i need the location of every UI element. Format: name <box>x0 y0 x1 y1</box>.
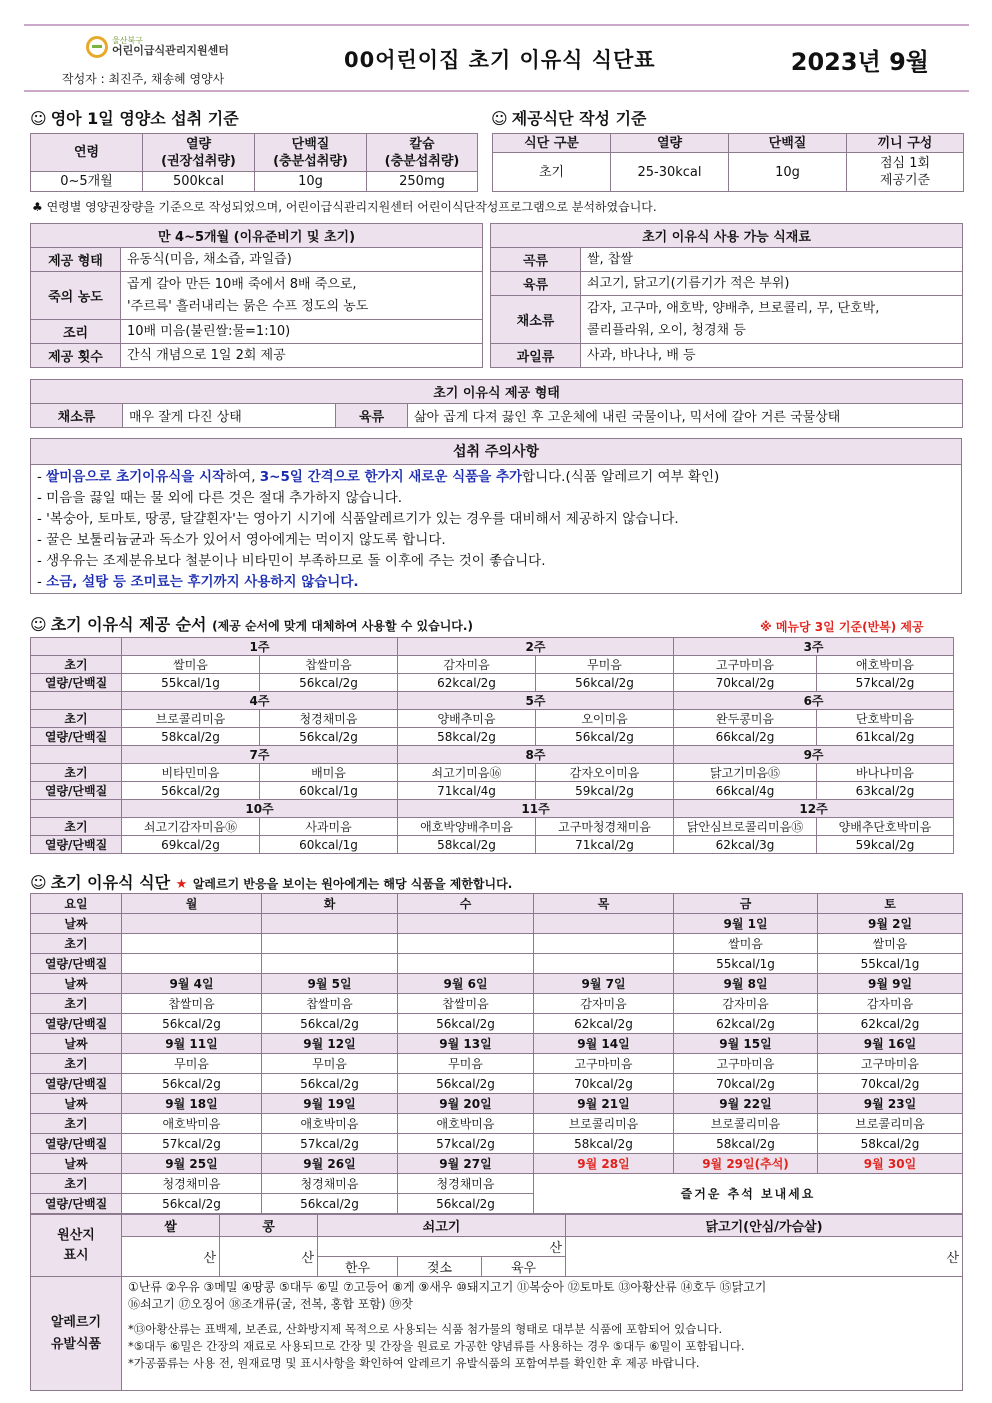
diet-kcal: 56kcal/2g <box>262 1194 398 1214</box>
diet-date: 9월 8일 <box>674 974 818 994</box>
diet-row-label: 날짜 <box>31 1094 122 1114</box>
document-date: 2023년 9월 <box>790 48 929 76</box>
diet-date: 9월 12일 <box>262 1034 398 1054</box>
allergy-label: 알레르기 유발식품 <box>31 1277 122 1391</box>
order-week: 6주 <box>674 692 954 710</box>
diet-kcal: 56kcal/2g <box>262 1014 398 1034</box>
nutrition-header: 연령 <box>31 134 143 172</box>
diet-date: 9월 15일 <box>674 1034 818 1054</box>
order-section-title: ☺ 초기 이유식 제공 순서 (제공 순서에 맞게 대체하여 사용할 수 있습니다.) <box>30 615 473 634</box>
diet-row-label: 열량/단백질 <box>31 1074 122 1094</box>
standard-value: 10g <box>729 153 847 192</box>
diet-kcal <box>398 954 534 974</box>
diet-date: 9월 21일 <box>534 1094 674 1114</box>
order-kcal: 62kcal/2g <box>398 674 536 692</box>
order-kcal: 56kcal/2g <box>536 728 674 746</box>
caution-text: - <box>37 574 47 590</box>
diet-date: 9월 6일 <box>398 974 534 994</box>
diet-menu: 무미음 <box>398 1054 534 1074</box>
diet-day: 목 <box>534 894 674 914</box>
diet-row-label: 초기 <box>31 1054 122 1074</box>
caution-text: 쌀미음으로 초기이유식을 시작 <box>46 469 226 485</box>
allergy-list: ⑯쇠고기 ⑰오징어 ⑱조개류(굴, 전복, 홍합 포함) ⑲잣 <box>128 1297 413 1311</box>
diet-kcal <box>122 954 262 974</box>
origin-beef-sub: 젖소 <box>398 1257 482 1277</box>
diet-row-label: 열량/단백질 <box>31 954 122 974</box>
order-week: 7주 <box>122 746 398 764</box>
diet-menu: 고구마미음 <box>818 1054 963 1074</box>
order-menu: 애호박양배추미음 <box>398 818 536 836</box>
caution-item <box>37 467 961 488</box>
diet-kcal: 58kcal/2g <box>674 1134 818 1154</box>
diet-date: 9월 29일(추석) <box>674 1154 818 1174</box>
document-title: 00어린이집 초기 이유식 식단표 <box>344 48 656 72</box>
diet-menu: 쌀미음 <box>674 934 818 954</box>
order-week: 11주 <box>398 800 674 818</box>
caution-text: - <box>37 553 47 569</box>
form-meat-label: 육류 <box>336 404 408 428</box>
order-row-label: 열량/단백질 <box>31 674 122 692</box>
order-menu: 양배추단호박미음 <box>817 818 954 836</box>
diet-menu: 무미음 <box>122 1054 262 1074</box>
ingredients-label: 육류 <box>491 272 581 296</box>
ingredients-title: 초기 이유식 사용 가능 식재료 <box>491 224 963 248</box>
diet-date: 9월 7일 <box>534 974 674 994</box>
diet-menu: 애호박미음 <box>122 1114 262 1134</box>
standard-section-title: ☺ 제공식단 작성 기준 <box>491 109 647 128</box>
holiday-message: 즐거운 추석 보내세요 <box>534 1174 963 1214</box>
diet-date <box>398 914 534 934</box>
diet-row-label: 열량/단백질 <box>31 1014 122 1034</box>
diet-kcal: 55kcal/1g <box>674 954 818 974</box>
ingredients-value: 쌀, 찹쌀 <box>581 248 963 272</box>
diet-menu: 청경채미음 <box>122 1174 262 1194</box>
order-kcal: 70kcal/2g <box>674 674 817 692</box>
smiley-icon: ☺ <box>30 615 47 634</box>
origin-beef-sub: 육우 <box>482 1257 566 1277</box>
diet-menu: 찹쌀미음 <box>122 994 262 1014</box>
order-menu: 단호박미음 <box>817 710 954 728</box>
order-menu: 감자오이미음 <box>536 764 674 782</box>
diet-menu: 감자미음 <box>818 994 963 1014</box>
diet-date: 9월 14일 <box>534 1034 674 1054</box>
form-title: 초기 이유식 제공 형태 <box>31 380 963 404</box>
logo-icon <box>86 36 108 58</box>
stage-value: 간식 개념으로 1일 2회 제공 <box>121 344 483 368</box>
smiley-icon: ☺ <box>491 109 508 128</box>
order-menu: 배미음 <box>260 764 398 782</box>
diet-menu: 감자미음 <box>674 994 818 1014</box>
order-kcal: 66kcal/2g <box>674 728 817 746</box>
origin-rice-value: 산 <box>122 1237 220 1277</box>
diet-date: 9월 20일 <box>398 1094 534 1114</box>
diet-date: 9월 1일 <box>674 914 818 934</box>
ingredients-label: 채소류 <box>491 296 581 344</box>
diet-row-label: 날짜 <box>31 1154 122 1174</box>
order-week: 10주 <box>122 800 398 818</box>
order-menu: 쇠고기감자미음⑯ <box>122 818 260 836</box>
diet-row-label: 열량/단백질 <box>31 1194 122 1214</box>
caution-text: - <box>37 469 47 485</box>
ingredients-table <box>490 223 963 368</box>
caution-text: - <box>37 532 47 548</box>
diet-date: 9월 5일 <box>262 974 398 994</box>
order-kcal: 63kcal/2g <box>817 782 954 800</box>
nutrition-header: 열량 (권장섭취량) <box>143 134 255 172</box>
order-week: 12주 <box>674 800 954 818</box>
diet-menu: 쌀미음 <box>818 934 963 954</box>
caution-text: - <box>37 490 47 506</box>
caution-item <box>37 572 961 593</box>
order-corner <box>31 746 122 764</box>
ingredients-value: 감자, 고구마, 애호박, 양배추, 브로콜리, 무, 단호박, 콜리플라워, 오이, 청경채 등 <box>581 296 963 344</box>
diet-date <box>122 914 262 934</box>
diet-date <box>534 914 674 934</box>
order-kcal: 56kcal/2g <box>260 728 398 746</box>
caution-list <box>37 467 961 593</box>
diet-menu <box>534 934 674 954</box>
diet-menu: 감자미음 <box>534 994 674 1014</box>
diet-day: 토 <box>818 894 963 914</box>
caution-box <box>30 438 962 594</box>
order-menu: 완두콩미음 <box>674 710 817 728</box>
stage-label: 제공 횟수 <box>31 344 121 368</box>
diet-row-label: 초기 <box>31 994 122 1014</box>
diet-kcal: 57kcal/2g <box>262 1134 398 1154</box>
allergy-content <box>122 1277 963 1391</box>
caution-text: 미음을 끓일 때는 물 외에 다른 것은 절대 추가하지 않습니다. <box>46 490 403 506</box>
smiley-icon: ☺ <box>30 873 47 892</box>
diet-section-title: ☺ 초기 이유식 식단 ★ 알레르기 반응을 보이는 원아에게는 해당 식품을 제한합니다. <box>30 873 513 892</box>
logo-sub: 울산북구 <box>112 35 143 45</box>
order-kcal: 69kcal/2g <box>122 836 260 854</box>
order-kcal: 55kcal/1g <box>122 674 260 692</box>
order-kcal: 71kcal/4g <box>398 782 536 800</box>
order-kcal: 59kcal/2g <box>536 782 674 800</box>
diet-menu: 청경채미음 <box>262 1174 398 1194</box>
allergy-note: *⑤대두 ⑥밀은 간장의 재료로 사용되므로 간장 및 간장을 원료로 가공한 양념류를 사용하는 경우 ⑤대두 ⑥밀이 포함됩니다. <box>128 1339 745 1353</box>
diet-kcal: 56kcal/2g <box>122 1194 262 1214</box>
diet-row-label: 초기 <box>31 934 122 954</box>
diet-kcal: 57kcal/2g <box>398 1134 534 1154</box>
diet-row-label: 날짜 <box>31 974 122 994</box>
standard-value: 25-30kcal <box>611 153 729 192</box>
diet-table <box>30 893 963 1214</box>
diet-row-label: 날짜 <box>31 914 122 934</box>
order-kcal: 62kcal/3g <box>674 836 817 854</box>
logo-main: 어린이급식관리지원센터 <box>112 44 229 58</box>
diet-menu <box>398 934 534 954</box>
top-rule <box>24 24 969 26</box>
caution-title: 섭취 주의사항 <box>31 439 961 465</box>
caution-item <box>37 488 961 509</box>
nutrition-value: 250mg <box>367 172 478 192</box>
order-row-label: 열량/단백질 <box>31 782 122 800</box>
order-week: 4주 <box>122 692 398 710</box>
order-week: 5주 <box>398 692 674 710</box>
stage-title: 만 4~5개월 (이유준비기 및 초기) <box>31 224 483 248</box>
order-kcal: 56kcal/2g <box>260 674 398 692</box>
diet-menu: 브로콜리미음 <box>674 1114 818 1134</box>
order-menu: 바나나미음 <box>817 764 954 782</box>
order-kcal: 56kcal/2g <box>122 782 260 800</box>
origin-rice-label: 쌀 <box>122 1215 220 1237</box>
order-kcal: 58kcal/2g <box>122 728 260 746</box>
order-corner <box>31 800 122 818</box>
diet-kcal: 56kcal/2g <box>122 1074 262 1094</box>
diet-menu <box>262 934 398 954</box>
diet-kcal: 57kcal/2g <box>122 1134 262 1154</box>
order-kcal: 66kcal/4g <box>674 782 817 800</box>
stage-value: 곱게 갈아 만든 10배 죽에서 8배 죽으로, '주르륵' 흘러내리는 묽은 수프 정도의 농도 <box>121 272 483 320</box>
smiley-icon: ☺ <box>30 109 47 128</box>
diet-date: 9월 19일 <box>262 1094 398 1114</box>
ingredients-value: 쇠고기, 닭고기(기름기가 적은 부위) <box>581 272 963 296</box>
center-logo <box>86 36 229 58</box>
caution-text: 소금, 설탕 등 조미료는 후기까지 사용하지 않습니다. <box>46 574 359 590</box>
order-menu: 쌀미음 <box>122 656 260 674</box>
diet-menu: 청경채미음 <box>398 1174 534 1194</box>
order-corner <box>31 638 122 656</box>
stage-table <box>30 223 483 368</box>
order-kcal: 57kcal/2g <box>817 674 954 692</box>
origin-table <box>30 1214 963 1391</box>
origin-bean-label: 콩 <box>220 1215 318 1237</box>
ingredients-label: 과일류 <box>491 344 581 368</box>
diet-date: 9월 22일 <box>674 1094 818 1114</box>
standard-header: 열량 <box>611 134 729 153</box>
order-menu: 사과미음 <box>260 818 398 836</box>
diet-kcal <box>534 954 674 974</box>
caution-text: 합니다.(식품 알레르기 여부 확인) <box>522 469 720 485</box>
caution-text: 하여, <box>225 469 260 485</box>
diet-row-label: 요일 <box>31 894 122 914</box>
order-menu: 감자미음 <box>398 656 536 674</box>
nutrition-value: 500kcal <box>143 172 255 192</box>
nutrition-section-title: ☺ 영아 1일 영양소 섭취 기준 <box>30 109 239 128</box>
diet-kcal: 70kcal/2g <box>818 1074 963 1094</box>
diet-menu <box>122 934 262 954</box>
caution-text: 생우유는 조제분유보다 철분이나 비타민이 부족하므로 돌 이후에 주는 것이 좋습니다. <box>46 553 546 569</box>
diet-kcal: 70kcal/2g <box>534 1074 674 1094</box>
origin-beef-label: 쇠고기 <box>318 1215 566 1237</box>
order-menu: 애호박미음 <box>817 656 954 674</box>
order-note: ※ 메뉴당 3일 기준(반복) 제공 <box>760 620 924 634</box>
diet-date: 9월 9일 <box>818 974 963 994</box>
diet-date: 9월 27일 <box>398 1154 534 1174</box>
origin-bean-value: 산 <box>220 1237 318 1277</box>
ingredients-value: 사과, 바나나, 배 등 <box>581 344 963 368</box>
caution-item <box>37 530 961 551</box>
allergy-note: *⑬아황산류는 표백제, 보존료, 산화방지제 목적으로 사용되는 식품 첨가물의 형태로 대부분 식품에 포함되어 있습니다. <box>128 1322 723 1336</box>
diet-day: 수 <box>398 894 534 914</box>
diet-date: 9월 2일 <box>818 914 963 934</box>
diet-menu: 고구마미음 <box>534 1054 674 1074</box>
diet-menu: 무미음 <box>262 1054 398 1074</box>
caution-item <box>37 551 961 572</box>
diet-row-label: 초기 <box>31 1114 122 1134</box>
diet-date: 9월 28일 <box>534 1154 674 1174</box>
diet-date: 9월 4일 <box>122 974 262 994</box>
diet-day: 월 <box>122 894 262 914</box>
diet-date: 9월 25일 <box>122 1154 262 1174</box>
order-row-label: 초기 <box>31 764 122 782</box>
diet-date: 9월 11일 <box>122 1034 262 1054</box>
order-corner <box>31 692 122 710</box>
order-kcal: 58kcal/2g <box>398 836 536 854</box>
origin-beef-sub: 한우 <box>318 1257 398 1277</box>
diet-date: 9월 18일 <box>122 1094 262 1114</box>
stage-value: 유동식(미음, 채소즙, 과일즙) <box>121 248 483 272</box>
order-kcal: 60kcal/1g <box>260 836 398 854</box>
order-menu: 닭고기미음⑮ <box>674 764 817 782</box>
diet-menu: 찹쌀미음 <box>262 994 398 1014</box>
diet-date: 9월 26일 <box>262 1154 398 1174</box>
order-row-label: 열량/단백질 <box>31 836 122 854</box>
diet-menu: 브로콜리미음 <box>818 1114 963 1134</box>
diet-date: 9월 13일 <box>398 1034 534 1054</box>
nutrition-table <box>30 133 478 192</box>
nutrition-value: 10g <box>255 172 367 192</box>
order-menu: 브로콜리미음 <box>122 710 260 728</box>
allergy-list: ①난류 ②우유 ③메밀 ④땅콩 ⑤대두 ⑥밀 ⑦고등어 ⑧게 ⑨새우 ⑩돼지고기 ⑪복숭아 ⑫토마토 ⑬아황산류 ⑭호두 ⑮닭고기 <box>128 1280 767 1294</box>
diet-kcal: 62kcal/2g <box>674 1014 818 1034</box>
allergy-note: *가공품류는 사용 전, 원재료명 및 표시사항을 확인하여 알레르기 유발식품의 포함여부를 확인한 후 제공 바랍니다. <box>128 1356 700 1370</box>
order-menu: 무미음 <box>536 656 674 674</box>
order-week: 2주 <box>398 638 674 656</box>
stage-value: 10배 미음(불린쌀:물=1:10) <box>121 320 483 344</box>
caution-text: - <box>37 511 47 527</box>
caution-text: 3~5일 간격으로 한가지 새로운 식품을 추가 <box>259 469 523 485</box>
page-header <box>24 28 969 92</box>
order-table <box>30 637 954 854</box>
order-week: 3주 <box>674 638 954 656</box>
nutrition-value: 0~5개월 <box>31 172 143 192</box>
diet-kcal: 56kcal/2g <box>398 1194 534 1214</box>
star-icon: ★ <box>175 877 188 892</box>
caution-text: 꿀은 보툴리늄균과 독소가 있어서 영아에게는 먹이지 않도록 합니다. <box>46 532 446 548</box>
standard-table <box>492 133 964 192</box>
footnote: ♣ 연령별 영양권장량을 기준으로 작성되었으며, 어린이급식관리지원센터 어린이식단작성프로그램으로 분석하였습니다. <box>32 200 657 214</box>
order-menu: 찹쌀미음 <box>260 656 398 674</box>
order-week: 1주 <box>122 638 398 656</box>
diet-date: 9월 16일 <box>818 1034 963 1054</box>
order-menu: 고구마청경채미음 <box>536 818 674 836</box>
order-menu: 비타민미음 <box>122 764 260 782</box>
nutrition-header: 칼슘 (충분섭취량) <box>367 134 478 172</box>
order-kcal: 71kcal/2g <box>536 836 674 854</box>
order-row-label: 초기 <box>31 818 122 836</box>
order-week: 9주 <box>674 746 954 764</box>
order-row-label: 초기 <box>31 656 122 674</box>
form-veg-label: 채소류 <box>31 404 123 428</box>
origin-beef-value: 산 <box>318 1237 566 1257</box>
order-menu: 양배추미음 <box>398 710 536 728</box>
diet-kcal: 62kcal/2g <box>534 1014 674 1034</box>
diet-date <box>262 914 398 934</box>
ingredients-label: 곡류 <box>491 248 581 272</box>
diet-menu: 애호박미음 <box>262 1114 398 1134</box>
standard-value: 초기 <box>493 153 611 192</box>
diet-menu: 애호박미음 <box>398 1114 534 1134</box>
diet-kcal: 55kcal/1g <box>818 954 963 974</box>
diet-row-label: 열량/단백질 <box>31 1134 122 1154</box>
diet-kcal: 58kcal/2g <box>818 1134 963 1154</box>
origin-label: 원산지 표시 <box>31 1215 122 1277</box>
diet-row-label: 초기 <box>31 1174 122 1194</box>
order-row-label: 초기 <box>31 710 122 728</box>
order-menu: 청경채미음 <box>260 710 398 728</box>
diet-kcal: 56kcal/2g <box>262 1074 398 1094</box>
diet-kcal: 56kcal/2g <box>398 1014 534 1034</box>
order-menu: 오이미음 <box>536 710 674 728</box>
order-kcal: 58kcal/2g <box>398 728 536 746</box>
order-kcal: 61kcal/2g <box>817 728 954 746</box>
author: 작성자 : 최진주, 채송혜 영양사 <box>62 72 225 86</box>
diet-row-label: 날짜 <box>31 1034 122 1054</box>
order-kcal: 60kcal/1g <box>260 782 398 800</box>
form-veg-value: 매우 잘게 다진 상태 <box>123 404 336 428</box>
origin-chicken-label: 닭고기(안심/가슴살) <box>566 1215 963 1237</box>
stage-label: 죽의 농도 <box>31 272 121 320</box>
order-week: 8주 <box>398 746 674 764</box>
diet-kcal: 70kcal/2g <box>674 1074 818 1094</box>
diet-kcal: 62kcal/2g <box>818 1014 963 1034</box>
form-meat-value: 삶아 곱게 다져 끓인 후 고운체에 내린 국물이나, 믹서에 갈아 거른 국물상태 <box>408 404 963 428</box>
order-menu: 닭안심브로콜리미음⑮ <box>674 818 817 836</box>
order-kcal: 59kcal/2g <box>817 836 954 854</box>
diet-date: 9월 30일 <box>818 1154 963 1174</box>
standard-header: 식단 구분 <box>493 134 611 153</box>
order-row-label: 열량/단백질 <box>31 728 122 746</box>
origin-chicken-value: 산 <box>566 1237 963 1277</box>
diet-kcal <box>262 954 398 974</box>
caution-text: '복숭아, 토마토, 땅콩, 달걀흰자'는 영아기 시기에 식품알레르기가 있는 경우를 대비해서 제공하지 않습니다. <box>46 511 679 527</box>
form-table <box>30 379 963 428</box>
standard-header: 단백질 <box>729 134 847 153</box>
diet-day: 화 <box>262 894 398 914</box>
caution-item <box>37 509 961 530</box>
diet-kcal: 56kcal/2g <box>398 1074 534 1094</box>
diet-kcal: 58kcal/2g <box>534 1134 674 1154</box>
standard-value: 점심 1회 제공기준 <box>847 153 964 192</box>
diet-menu: 찹쌀미음 <box>398 994 534 1014</box>
diet-menu: 브로콜리미음 <box>534 1114 674 1134</box>
order-kcal: 56kcal/2g <box>536 674 674 692</box>
stage-label: 조리 <box>31 320 121 344</box>
nutrition-header: 단백질 (충분섭취량) <box>255 134 367 172</box>
standard-header: 끼니 구성 <box>847 134 964 153</box>
diet-kcal: 56kcal/2g <box>122 1014 262 1034</box>
stage-label: 제공 형태 <box>31 248 121 272</box>
diet-day: 금 <box>674 894 818 914</box>
order-menu: 쇠고기미음⑯ <box>398 764 536 782</box>
order-menu: 고구마미음 <box>674 656 817 674</box>
diet-date: 9월 23일 <box>818 1094 963 1114</box>
diet-menu: 고구마미음 <box>674 1054 818 1074</box>
